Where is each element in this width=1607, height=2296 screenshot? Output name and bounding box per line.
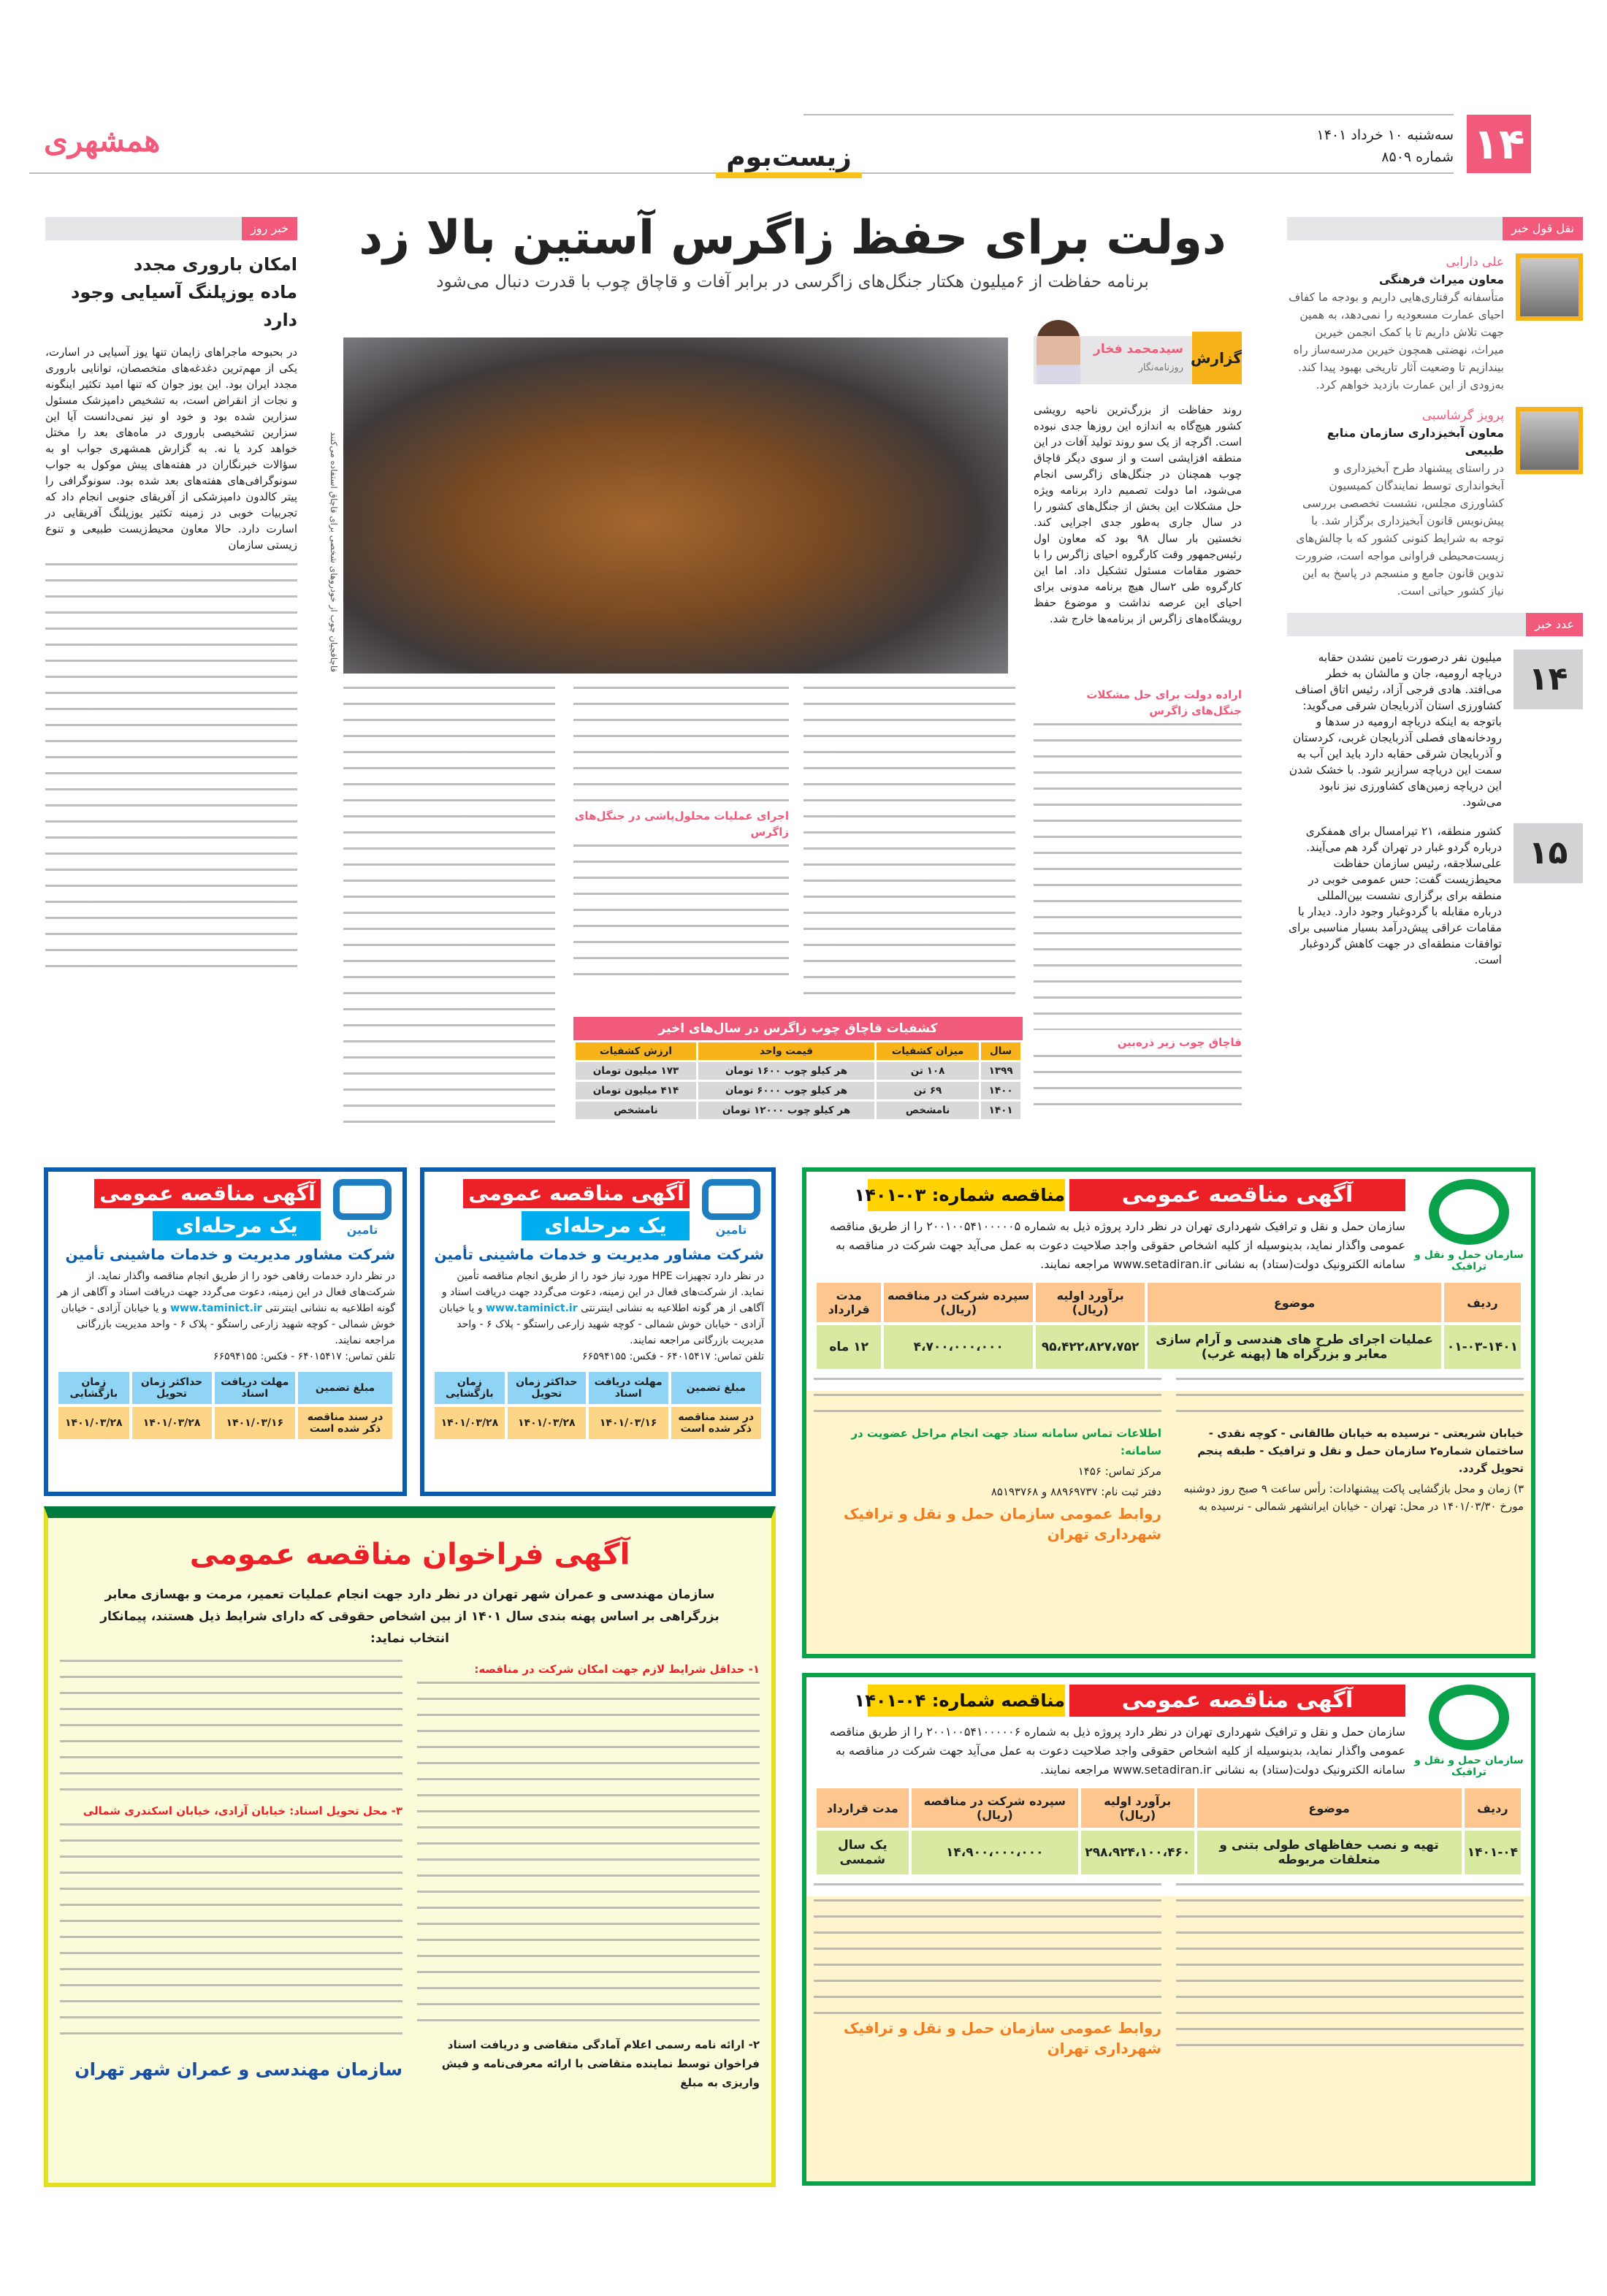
ad-intro: سازمان حمل و نقل و ترافیک شهرداری تهران در نظر دارد پروژه ذیل به شماره ۲۰۰۱۰۰۵۴۱۰۰۰۰۰۶ را از طریق مناقصه عمومی واگذار نماید، بدینوسیله از کلیه اشخاص حقوقی واجد صلاحیت دعوت به عمل می‌آید جهت شرکت در مناقصه به سامانه الکترونیک دولت(ستاد) به نشانی www.setadiran.ir مراجعه نمایند. [829,1725,1405,1777]
tender-table: ردیف موضوع برآورد اولیه (ریال) سپرده شرکت در مناقصه (ریال) مدت قرارداد ۱۴۰۱-۰۴ تهیه و نصب حفاظهای طولی بتنی و متعلقات مربوطه ۲۹۸،۹۲۴،۱۰۰،۴۶۰ ۱۴،۹۰۰،۰۰۰،۰۰۰ یک سال شمسی [814,1785,1524,1877]
ad-title: آگهی مناقصه عمومی [463,1179,690,1208]
quote-name: علی دارابی [1446,255,1504,270]
article-column-2 [804,687,1015,1001]
phone: تلفن تماس: ۶۴۰۱۵۴۱۷ - فکس: ۶۶۵۹۴۱۵۵ [582,1351,764,1362]
section-title: زیست‌بوم [716,143,862,178]
ad-title: آگهی مناقصه عمومی [1069,1179,1405,1211]
contact-center: مرکز تماس: ۱۴۵۶ [1077,1465,1161,1478]
ad-intro: سازمان حمل و نقل و ترافیک شهرداری تهران در نظر دارد پروژه ذیل به شماره ۲۰۰۱۰۰۵۴۱۰۰۰۰۰۵ را از طریق مناقصه عمومی واگذار نماید، بدینوسیله از کلیه اشخاص حقوقی واجد صلاحیت دعوت به عمل می‌آید جهت شرکت در مناقصه به سامانه الکترونیک دولت(ستاد) به نشانی www.setadiran.ir مراجعه نمایند. [829,1219,1405,1271]
newspaper-logo: همشهری [44,123,161,159]
left-article-body: در بحبوحه ماجراهای زایمان تنها یوز آسیایی در اسارت، یکی از مهم‌ترین دغدغه‌های متخصصان، توانایی باروری مجدد ایران بود. این یوز جوان که تنها امید تکثیر اینگونه و نجات از انقراض است، به تشخیص دامپزشک مسئول سزارین شده بود و خود او نیز نمی‌دانست آیا این سزارین تشخیصی باروری در ماه‌های بعد را مختل خواهد کرد یا نه. به گزارش همشهری جواب او به سؤالات خبرنگاران در هفته‌های پیش موکول به جواب سونوگرافی‌های هفته‌های بعد شده بود. سونوگرافی را پیتر کالدون دامپزشکی از آفریقای جنوبی انجام داد که تجربیات خوبی در زمینه تکثیر یوزپلنگ آفریقایی در اسارت دارد. حالا معاون محیط‌زیست طبیعی و تنوع زیستی سازمان [45,346,297,552]
subheadline: برنامه حفاظت از ۶میلیون هکتار جنگل‌های زاگرسی در برابر آفات و قاچاق چوب با قدرت دنبال می‌شود [436,272,1149,291]
quote-tag [1287,217,1583,240]
number-value: ۱۴ [1514,649,1583,709]
ad-body: در نظر دارد تجهیزات HPE مورد نیاز خود را از طریق انجام مناقصه تأمین نماید. از شرکت‌های فعال در این زمینه، دعوت می‌گردد جهت دریافت اسناد و آگاهی از هر گونه اطلاعیه به نشانی اینترنتی www.taminict.ir و یا خیابان آزادی - خیابان خوش شمالی - کوچه شهید زارعی راستگو - پلاک ۶ - واحد مدیریت بازرگانی مراجعه نمایند. تلفن تماس: ۶۴۰۱۵۴۱۷ - فکس: ۶۶۵۹۴۱۵۵ [432,1268,764,1365]
ad-footer: سازمان مهندسی و عمران شهر تهران [75,2059,402,2080]
contact-title: اطلاعات تماس سامانه ستاد جهت انجام مراحل عضویت در سامانه: [851,1427,1161,1457]
avatar [1516,253,1583,321]
tamin-tender-ad-2 [420,1167,776,1496]
ad-title: آگهی مناقصه عمومی [94,1179,321,1208]
article-column-3 [573,687,789,976]
registration-phone: دفتر ثبت نام: ۸۸۹۶۹۷۳۷ و ۸۵۱۹۳۷۶۸ [990,1485,1161,1498]
article-column-4 [343,687,555,1125]
issue-info [1227,124,1454,168]
tag-label: خبر روز [242,217,297,240]
reporter-name: سیدمحمد فخار [1093,342,1183,356]
traffic-tender-ad-1 [802,1167,1535,1658]
reporter-role: روزنامه‌نگار [1138,362,1183,373]
tamin-tender-ad-1 [44,1167,407,1496]
table-header: سال میزان کشفیات قیمت واحد ارزش کشفیات [576,1042,1020,1060]
number-text: میلیون نفر درصورت تامین نشدن حقابه دریاچه ارومیه، جان و مالشان به خطر می‌افتد. هادی فرجی آزاد، رئیس اتاق اصناف کشاورزی استان آذربایجان شرقی می‌گوید: باتوجه به اینکه دریاچه ارومیه در سدها و رودخانه‌های فصلی آذربایجان غربی، کردستان و آذربایجان شرقی حقابه دارد باید این آب به سمت این دریاچه سرازیر شود. با خشک شدن این دریاچه زمین‌های کشاورزی نیز نابود می‌شود. [1289,651,1502,809]
text-placeholder [573,844,789,976]
ad-footer: روابط عمومی سازمان حمل و نقل و ترافیک شهرداری تهران [843,2019,1161,2057]
text-placeholder [1176,1883,1524,2059]
traffic-logo-icon [1429,1685,1509,1750]
number-item [1287,823,1583,968]
condition-heading: ۳- محل تحویل اسناد: خیابان آزادی، خیابان اسکندری شمالی [83,1804,402,1818]
daily-news-tag [45,217,297,240]
logo-text: تامین [346,1223,378,1237]
right-column [1287,217,1583,968]
logo-text: سازمان حمل و نقل و ترافیک [1414,1249,1524,1273]
table-title: کشفیات قاچاق چوب زاگرس در سال‌های اخیر [573,1017,1023,1040]
tender-table: مبلغ تضمین مهلت دریافت اسناد حداکثر زمان تحویل زمان بازگشایی در سند مناقصه ذکر شده است ۱۴۰۱/۰۳/۱۶ ۱۴۰۱/۰۳/۲۸ ۱۴۰۱/۰۳/۲۸ [56,1369,395,1442]
tag-label: عدد خبر [1526,613,1583,636]
omran-tender-ad [44,1506,776,2187]
number-item [1287,649,1583,810]
tamin-logo-icon [333,1179,392,1220]
text-placeholder [814,1883,1161,2015]
text-placeholder [60,1660,402,1799]
article-column-1 [1034,687,1242,1113]
text-placeholder [573,687,789,804]
quote-name: پرویز گرشاسبی [1421,408,1504,423]
quote-role: معاون میراث فرهنگی [1378,272,1504,286]
ad-body: در نظر دارد خدمات رفاهی خود را از طریق انجام مناقصه واگذار نماید. از شرکت‌های فعال در این زمینه، دعوت می‌گردد جهت دریافت اسناد و آگاهی از هر گونه اطلاعیه به نشانی اینترنتی www.taminict.ir و یا خیابان آزادی - خیابان خوش شمالی - کوچه شهید زارعی راستگو - پلاک ۶ - واحد مدیریت بازرگانی مراجعه نمایند. تلفن تماس: ۶۴۰۱۵۴۱۷ - فکس: ۶۶۵۹۴۱۵۵ [56,1268,395,1365]
tamin-logo-icon [702,1179,760,1220]
subhead: اجرای عملیات محلول‌پاشی در جنگل‌های زاگرس [574,809,789,839]
number-value: ۱۵ [1514,823,1583,883]
text-placeholder [1034,1055,1242,1113]
avatar [1516,407,1583,474]
company-name: شرکت مشاور مدیریت و خدمات ماشینی تأمین [434,1246,764,1263]
tender-table: ردیف موضوع برآورد اولیه (ریال) سپرده شرکت در مناقصه (ریال) مدت قرارداد ۰۱-۰۳-۱۴۰۱ عملیات اجرای طرح های هندسی و آرام سازی معابر و بزرگراه ها (پهنه غرب) ۹۵،۴۲۲،۸۲۷،۷۵۲ ۴،۷۰۰،۰۰۰،۰۰۰ ۱۲ ماه [814,1280,1524,1372]
title-line: ماده یوزپلنگ آسیایی وجود دارد [71,282,297,330]
page-number: ۱۴ [1467,115,1531,173]
left-article-text-continued [45,563,297,972]
issue-number: شماره ۸۵۰۹ [1381,149,1454,165]
opening-text: ۳) زمان و محل بازگشایی پاکت پیشنهادات: رأس ساعت ۹ صبح روز دوشنبه مورخ ۱۴۰۱/۰۳/۳۰ در محل: تهران - خیابان ایرانشهر شمالی - نرسیده به [1183,1482,1524,1513]
company-name: شرکت مشاور مدیریت و خدمات ماشینی تأمین [65,1246,395,1263]
header-rule [804,114,1454,115]
tamin-url-link[interactable]: www.taminict.ir [486,1303,578,1314]
condition-heading: ۲- ارائه نامه رسمی اعلام آمادگی متقاضی و دریافت اسناد فراخوان توسط نماینده متقاضی با ارائه معرفی‌نامه و فیش واریزی به مبلغ [441,2038,760,2089]
text-placeholder [60,1823,402,2043]
number-news-tag [1287,613,1583,636]
quote-item [1287,253,1583,394]
left-column [45,217,297,972]
headline-block [343,207,1242,294]
text-placeholder [1176,1378,1524,1422]
tamin-url-link[interactable]: www.taminict.ir [170,1303,262,1314]
table-row: ۱۳۹۹ ۱۰۸ تن هر کیلو چوب ۱۶۰۰ تومان ۱۷۳ میلیون تومان [576,1062,1020,1080]
text-placeholder [814,1378,1161,1422]
reporter-byline [1034,336,1242,384]
tender-number: مناقصه شماره: ۰۳-۱۴۰۱ [868,1179,1065,1211]
traffic-tender-ad-2 [802,1673,1535,2186]
photo-caption: قاچاقچیان چوب از خودروهای شخصی برای قاچاق استفاده می‌کنند [329,431,339,672]
ad-subtitle: یک مرحله‌ای [522,1211,690,1240]
table-row: ۱۴۰۱ نامشخص هر کیلو چوب ۱۲۰۰۰ تومان نامشخص [576,1102,1020,1119]
subhead: قاچاق چوب زیر ذره‌بین [1117,1036,1242,1049]
traffic-logo-icon [1429,1179,1509,1245]
text-placeholder [1034,723,1242,1030]
left-article-title [45,251,297,334]
ad-title: آگهی فراخوان مناقصه عمومی [189,1538,630,1571]
quote-role: معاون آبخیزداری سازمان منابع طبیعی [1327,426,1504,457]
tender-table: مبلغ تضمین مهلت دریافت اسناد حداکثر زمان تحویل زمان بازگشایی در سند مناقصه ذکر شده است ۱۴۰۱/۰۳/۱۶ ۱۴۰۱/۰۳/۲۸ ۱۴۰۱/۰۳/۲۸ [432,1369,764,1442]
delivery-text: خیابان شریعتی - نرسیده به خیابان طالقانی - کوچه نقدی - ساختمان شماره۲ سازمان حمل و نقل و ترافیک - طبقه پنجم تحویل گردد. [1197,1427,1524,1475]
phone: تلفن تماس: ۶۴۰۱۵۴۱۷ - فکس: ۶۶۵۹۴۱۵۵ [213,1351,395,1362]
date: سه‌شنبه ۱۰ خرداد ۱۴۰۱ [1316,127,1454,143]
title-line: امکان باروری مجدد [133,254,297,275]
logo-text: تامین [715,1223,747,1237]
tender-number: مناقصه شماره: ۰۴-۱۴۰۱ [868,1685,1065,1717]
condition-heading: ۱- حداقل شرایط لازم جهت امکان شرکت در مناقصه: [474,1663,760,1676]
ad-footer: روابط عمومی سازمان حمل و نقل و ترافیک شهرداری تهران [843,1505,1161,1543]
report-label: گزارش [1192,332,1242,384]
quote-item [1287,407,1583,600]
text-placeholder [417,1682,760,2032]
tag-label: نقل قول خبر [1503,217,1583,240]
ad-subtitle: یک مرحله‌ای [153,1211,321,1240]
ad-intro: سازمان مهندسی و عمران شهر تهران در نظر دارد جهت انجام عملیات تعمیر، مرمت و بهسازی معابر بزرگراهی بر اساس پهنه بندی سال ۱۴۰۱ از بین اشخاص حقوقی که دارای شرایط ذیل هستند، پیمانکار انتخاب نماید: [100,1587,719,1646]
reporter-avatar [1037,320,1080,384]
table-row: ۱۴۰۰ ۶۹ تن هر کیلو چوب ۶۰۰۰ تومان ۴۱۴ میلیون تومان [576,1082,1020,1099]
subhead: اراده دولت برای حل مشکلات جنگل‌های زاگرس [1086,688,1242,717]
quote-text: در راستای پیشنهاد طرح آبخیزداری و آبخوانداری توسط نمایندگان کمیسیون کشاورزی مجلس، نشست تخصصی بررسی پیش‌نویس قانون آبخیزداری برگزار شد. با توجه به شرایط کنونی کشور که با چالش‌های زیست‌محیطی فراوانی مواجه است، ضرورت تدوین قانون جامع و منسجم در پاسخ به این نیاز کشور حیاتی است. [1295,462,1504,598]
smuggling-table [573,1017,1023,1121]
article-photo [343,337,1008,674]
headline: دولت برای حفظ زاگرس آستین بالا زد [359,211,1226,265]
article-lead: روند حفاظت از بزرگ‌ترین ناحیه رویشی کشور هیچ‌گاه به اندازه این روزها جدی نبوده است. اگرچه از یک سو روند تولید آفات در این منطقه افزایشی است و از سوی دیگر قاچاق چوب همچنان در جنگل‌های زاگرسی انجام می‌شود، اما دولت تصمیم دارد برنامه ویژه حل مشکلات این بخش از جنگل‌های کشور را در سال جاری به‌طور جدی اجرایی کند. نخستین بار سال ۹۸ بود که معاون اول رئیس‌جمهور وقت کارگروه احیای زاگرس را با حضور مقامات مسئول تشکیل داد. اما این کارگروه طی ۲سال هیچ برنامه مدونی برای احیای این عرصه نداشت و موضوع حفظ رویشگاه‌های زاگرس از برنامه‌ها خارج شد. [1034,403,1242,625]
ad-title: آگهی مناقصه عمومی [1069,1685,1405,1717]
logo-text: سازمان حمل و نقل و ترافیک [1414,1755,1524,1778]
quote-text: متأسفانه گرفتاری‌هایی داریم و بودجه ما کفاف احیای عمارت مسعودیه را نمی‌دهد، به همین جهت تلاش داریم تا با کمک انجمن خیرین میراث، نهضتی همچون خیرین مدرسه‌ساز راه بیندازیم تا وضعیت آثار تاریخی بهبود پیدا کند. به‌زودی از این عمارت بازدید خواهم کرد. [1289,291,1504,392]
number-text: کشور منطقه، ۲۱ تیرامسال برای همفکری درباره گردو غبار در تهران گرد هم می‌آیند. علی‌سلاجقه، رئیس سازمان حفاظت محیط‌زیست گفت: حس عمومی خوبی در منطقه برای برگزاری نشست بین‌المللی درباره مقابله با گردوغبار وجود دارد. دیدار با مقامات عراقی پیش‌درآمد بسیار مناسبی برای توافقات منطقه‌ای در جهت کاهش گردوغبار است. [1288,825,1502,966]
